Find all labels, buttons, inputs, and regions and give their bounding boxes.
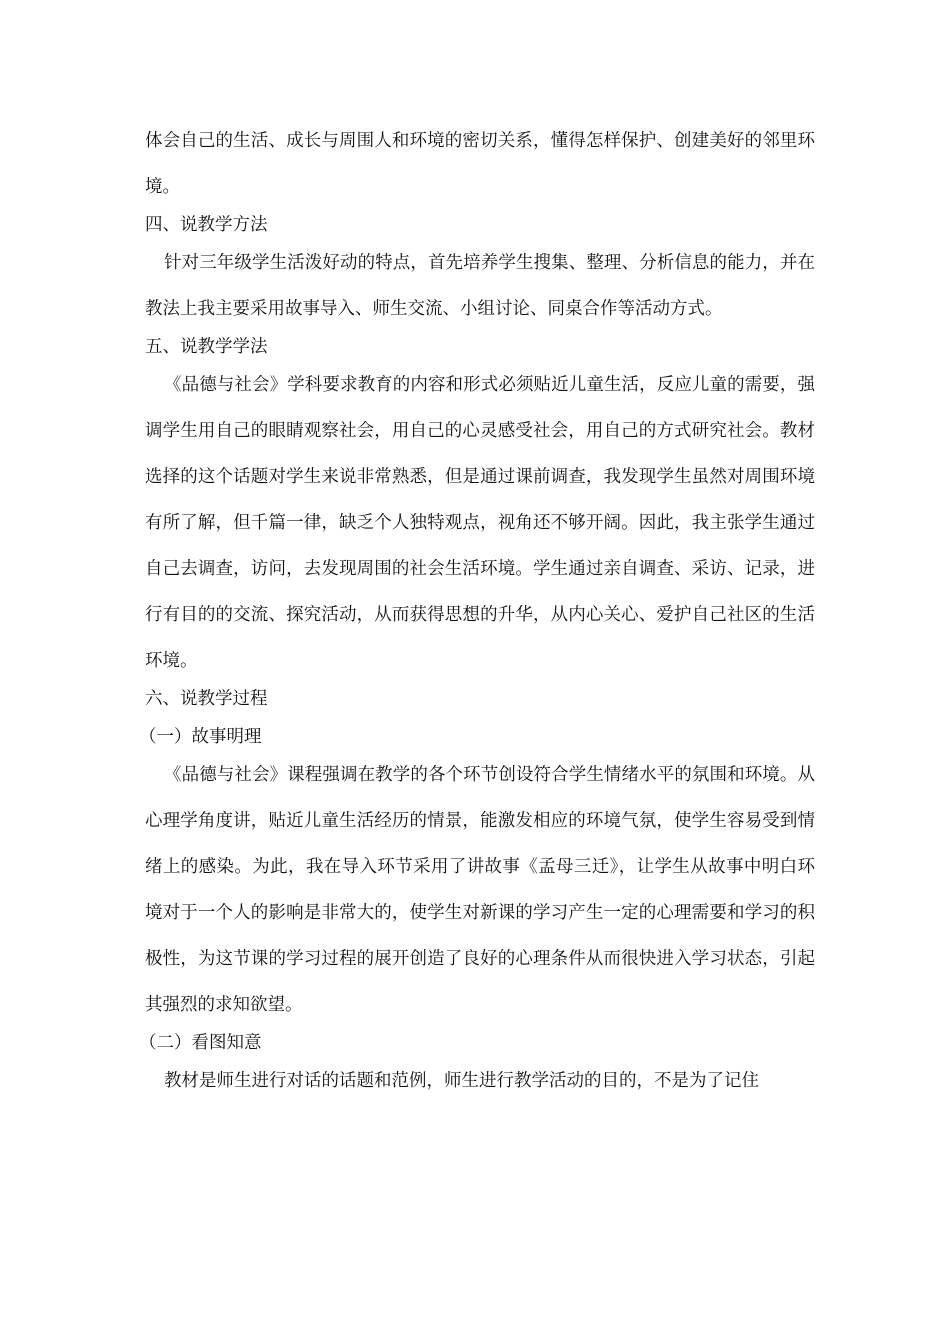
document-page	[139, 118, 815, 1104]
section-heading-teaching-method: 四、说教学方法	[145, 215, 268, 235]
paragraph-story: 《品德与社会》课程强调在教学的各个环节创设符合学生情绪水平的氛围和环境。从心理学角度讲，贴近儿童生活经历的情景，能激发相应的环境气氛，使学生容易受到情绪上的感染。为此，我在导入环节采用了讲故事《孟母三迁》，让学生从故事中明白环境对于一个人的影响是非常大的，使学生对新课的学习产生一定的心理需要和学习的积极性，为这节课的学习过程的展开创造了良好的心理条件从而很快进入学习状态，引起其强烈的求知欲望。	[145, 765, 815, 1015]
subsection-heading-picture: （二）看图知意	[139, 1033, 262, 1053]
section-heading-teaching-process: 六、说教学过程	[145, 689, 268, 709]
subsection-heading-story: （一）故事明理	[139, 727, 262, 747]
paragraph-learning-method: 《品德与社会》学科要求教育的内容和形式必须贴近儿童生活，反应儿童的需要，强调学生用自己的眼睛观察社会，用自己的心灵感受社会，用自己的方式研究社会。教材选择的这个话题对学生来说非常熟悉，但是通过课前调查，我发现学生虽然对周围环境有所了解，但千篇一律，缺乏个人独特观点，视角还不够开阔。因此，我主张学生通过自己去调查，访问，去发现周围的社会生活环境。学生通过亲自调查、采访、记录，进行有目的的交流、探究活动，从而获得思想的升华，从内心关心、爱护自己社区的生活环境。	[145, 375, 815, 671]
paragraph-intro-continuation: 体会自己的生活、成长与周围人和环境的密切关系，懂得怎样保护、创建美好的邻里环境。	[145, 131, 815, 197]
paragraph-picture: 教材是师生进行对话的话题和范例，师生进行教学活动的目的，不是为了记住	[164, 1071, 759, 1091]
paragraph-teaching-method: 针对三年级学生活泼好动的特点，首先培养学生搜集、整理、分析信息的能力，并在教法上我主要采用故事导入、师生交流、小组讨论、同桌合作等活动方式。	[145, 253, 815, 319]
section-heading-learning-method: 五、说教学学法	[145, 337, 268, 357]
